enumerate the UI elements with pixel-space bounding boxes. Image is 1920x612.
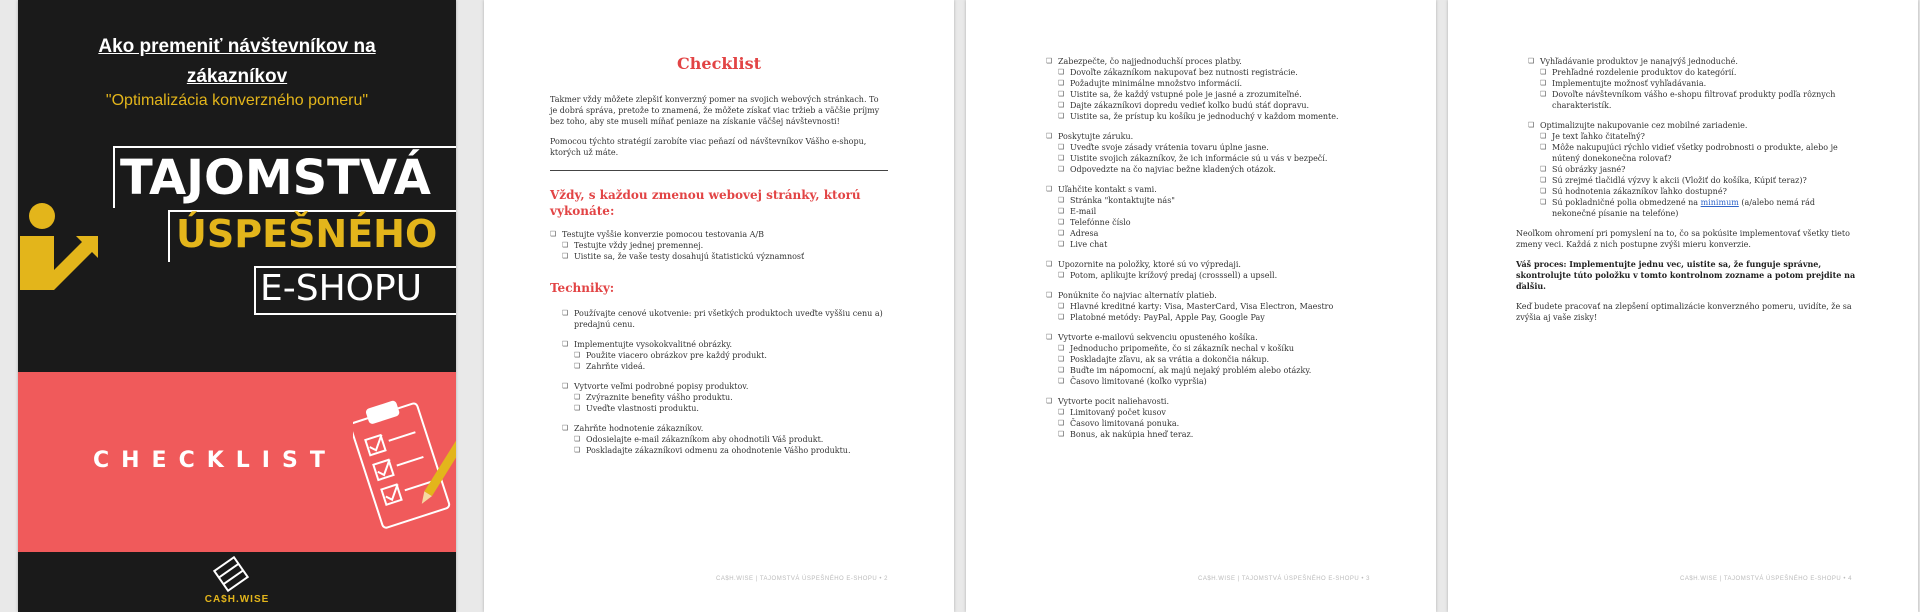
checklist-clipboard-icon: [353, 395, 456, 535]
checklist-subitem: ❏ Dajte zákazníkovi dopredu vedieť koľko budú stáť dopravu.: [1058, 100, 1376, 111]
checklist-subitem: ❏ Prehľadné rozdelenie produktov do kategórií.: [1540, 67, 1858, 78]
checklist-subitem: ❏ Uveďte svoje zásady vrátenia tovaru úplne jasne.: [1058, 142, 1376, 153]
checklist-item: ❏ Vyhľadávanie produktov je nanajvýš jednoduché.: [1528, 56, 1858, 67]
checklist-subitem: ❏ Zvýraznite benefity vášho produktu.: [574, 392, 888, 403]
checklist-subitem: ❏ Použite viacero obrázkov pre každý produkt.: [574, 350, 888, 361]
checklist-subitem: ❏ Uistite svojich zákazníkov, že ich informácie sú u vás v bezpečí.: [1058, 153, 1376, 164]
checklist-item: ❏ Testujte vyššie konverzie pomocou testovania A/B: [550, 229, 888, 240]
checklist-subitem: ❏ Je text ľahko čitateľný?: [1540, 131, 1858, 142]
checklist-subitem: ❏ Jednoducho pripomeňte, čo si zákazník nechal v košíku: [1058, 343, 1376, 354]
page-footer: CA$H.WISE | TAJOMSTVÁ ÚSPEŠNÉHO E-SHOPU • 4: [1680, 576, 1852, 582]
checklist-subitem: ❏ Poskladajte zákazníkovi odmenu za ohodnotenie Vášho produktu.: [574, 445, 888, 456]
section-heading-always: Vždy, s každou zmenou webovej stránky, ktorú vykonáte:: [550, 188, 861, 218]
checklist-subitem: [1540, 197, 1858, 219]
checklist-item: ❏ Optimalizujte nakupovanie cez mobilné zariadenie.: [1528, 120, 1858, 131]
cover-title-line2: zákazníkov: [186, 66, 288, 87]
checklist-subitem: ❏ Telefónne číslo: [1058, 217, 1376, 228]
cashwise-logo-icon: [211, 556, 251, 592]
cover-big-2: ÚSPEŠNÉHO: [176, 212, 438, 256]
checklist-subitem: ❏ Uistite sa, že prístup ku košíku je jednoduchý v každom momente.: [1058, 111, 1376, 122]
intro-paragraph-2: Pomocou týchto stratégií zarobíte viac peňazí od návštevníkov Vášho e-shopu, ktorých už máte.: [550, 137, 867, 157]
checklist-subitem: ❏ Implementujte možnosť vyhľadávania.: [1540, 78, 1858, 89]
checklist-subitem: ❏ Potom, aplikujte krížový predaj (crosssell) a upsell.: [1058, 270, 1376, 281]
checklist-item: ❏ Poskytujte záruku.: [1046, 131, 1376, 142]
intro-paragraph-1: Takmer vždy môžete zlepšiť konverzný pomer na svojich webových stránkach. To je dobrá správa, pretože to znamená, že môžete získať viac tržieb a väčšie príjmy bez toho, aby ste museli míňať peniaze na získanie väčšej návštevnosti!: [550, 95, 880, 126]
checklist-subitem: ❏ Limitovaný počet kusov: [1058, 407, 1376, 418]
growth-person-icon: [20, 200, 102, 292]
checklist-page-2: [484, 0, 954, 612]
page-title: Checklist: [677, 54, 761, 73]
checklist-item: ❏ Vytvorte pocit naliehavosti.: [1046, 396, 1376, 407]
checklist-item: ❏ Vytvorte e-mailovú sekvenciu opusteného košíka.: [1046, 332, 1376, 343]
subitem-text: (a/alebo nemá rád nekonečné písanie na telefóne): [1552, 198, 1815, 218]
checklist-subitem: ❏ Uistite sa, že vaše testy dosahujú štatistickú významnosť: [562, 251, 888, 262]
paragraph-overwhelm: Neoľkom ohromení pri pomyslení na to, čo sa pokúsite implementovať všetky tieto zmeny veci. Každá z nich postupne zvýši mieru konverzie.: [1516, 229, 1850, 249]
cover-checklist-label: CHECKLIST: [93, 448, 337, 473]
checklist-subitem: ❏ Sú obrázky jasné?: [1540, 164, 1858, 175]
checklist-subitem: ❏ Časovo limitovaná ponuka.: [1058, 418, 1376, 429]
checklist-subitem: ❏ Dovoľte zákazníkom nakupovať bez nutnosti registrácie.: [1058, 67, 1376, 78]
checklist-item: ❏ Ponúknite čo najviac alternatív platieb.: [1046, 290, 1376, 301]
checklist-subitem: ❏ Odpovedzte na čo najviac bežne kladených otázok.: [1058, 164, 1376, 175]
section-heading-techniques: Techniky:: [550, 281, 615, 295]
checklist-subitem: ❏ Platobné metódy: PayPal, Apple Pay, Google Pay: [1058, 312, 1376, 323]
cover-title: [18, 32, 456, 92]
checklist-subitem: ❏ Dovoľte návštevníkom vášho e-shopu filtrovať produkty podľa rôznych charakteristík.: [1540, 89, 1858, 111]
checklist-subitem: ❏ Bonus, ak nakúpia hneď teraz.: [1058, 429, 1376, 440]
paragraph-process: Váš proces: Implementujte jednu vec, uistite sa, že funguje správne, skontrolujte túto položku v tomto kontrolnom zozname a potom prejdite na ďalšiu.: [1516, 259, 1856, 291]
checklist-subitem: ❏ Odosielajte e-mail zákazníkom aby ohodnotili Váš produkt.: [574, 434, 888, 445]
checklist-item: ❏ Uľahčite kontakt s vami.: [1046, 184, 1376, 195]
page-footer: CA$H.WISE | TAJOMSTVÁ ÚSPEŠNÉHO E-SHOPU • 3: [1198, 576, 1370, 582]
checklist-item: ❏ Zahrňte hodnotenie zákazníkov.: [562, 423, 888, 434]
checklist-subitem: ❏ Časovo limitované (koľko vypršia): [1058, 376, 1376, 387]
subitem-text: Sú pokladničné polia obmedzené na: [1552, 198, 1701, 207]
checklist-subitem: ❏ Poskladajte zľavu, ak sa vrátia a dokončia nákup.: [1058, 354, 1376, 365]
cover-logo-text: CA$H.WISE: [204, 594, 270, 605]
checklist-item: ❏ Upozornite na položky, ktoré sú vo výpredaji.: [1046, 259, 1376, 270]
cover-title-line1: Ako premeniť návštevníkov na: [98, 36, 376, 57]
checklist-subitem: ❏ Buďte im nápomocní, ak majú nejaký problém alebo otázky.: [1058, 365, 1376, 376]
checklist-subitem: ❏ Uistite sa, že každý vstupné pole je jasné a zrozumiteľné.: [1058, 89, 1376, 100]
checklist-subitem: ❏ Môže nakupujúci rýchlo vidieť všetky podrobnosti o produkte, alebo je nútený donekonečna rolovať?: [1540, 142, 1858, 164]
checklist-item: ❏ Implementujte vysokokvalitné obrázky.: [562, 339, 888, 350]
checklist-subitem: ❏ E-mail: [1058, 206, 1376, 217]
checklist-subitem: ❏ Sú hodnotenia zákazníkov ľahko dostupné?: [1540, 186, 1858, 197]
checklist-item: ❏ Používajte cenové ukotvenie: pri všetkých produktoch uveďte vyššiu cenu a) predajnú cenu.: [562, 308, 888, 330]
checklist-subitem: ❏ Sú zrejmé tlačidlá výzvy k akcii (Vložiť do košíka, Kúpiť teraz)?: [1540, 175, 1858, 186]
checklist-subitem: ❏ Testujte vždy jednej premennej.: [562, 240, 888, 251]
checklist-subitem: ❏ Live chat: [1058, 239, 1376, 250]
checklist-item: ❏ Vytvorte veľmi podrobné popisy produktov.: [562, 381, 888, 392]
cover-subtitle: "Optimalizácia konverzného pomeru": [105, 92, 369, 109]
checklist-subitem: ❏ Požadujte minimálne množstvo informácií.: [1058, 78, 1376, 89]
minimum-link[interactable]: minimum: [1700, 198, 1739, 207]
checklist-subitem: ❏ Adresa: [1058, 228, 1376, 239]
checklist-subitem: ❏ Hlavné kreditné karty: Visa, MasterCard, Visa Electron, Maestro: [1058, 301, 1376, 312]
checklist-subitem: ❏ Stránka "kontaktujte nás": [1058, 195, 1376, 206]
checklist-page-4: [1448, 0, 1918, 612]
checklist-subitem: ❏ Uveďte vlastnosti produktu.: [574, 403, 888, 414]
cover-page: [18, 0, 456, 612]
cover-big-1: TAJOMSTVÁ: [120, 150, 431, 206]
page-footer: CA$H.WISE | TAJOMSTVÁ ÚSPEŠNÉHO E-SHOPU • 2: [716, 576, 888, 582]
checklist-subitem: ❏ Zahrňte videá.: [574, 361, 888, 372]
checklist-item: ❏ Zabezpečte, čo najjednoduchší proces platby.: [1046, 56, 1376, 67]
paragraph-closing: Keď budete pracovať na zlepšení optimalizácie konverzného pomeru, uvidíte, že sa zvýšia aj vaše zisky!: [1516, 302, 1852, 322]
cover-big-3: E-SHOPU: [260, 268, 423, 309]
checklist-page-3: [966, 0, 1436, 612]
divider: [550, 170, 888, 171]
